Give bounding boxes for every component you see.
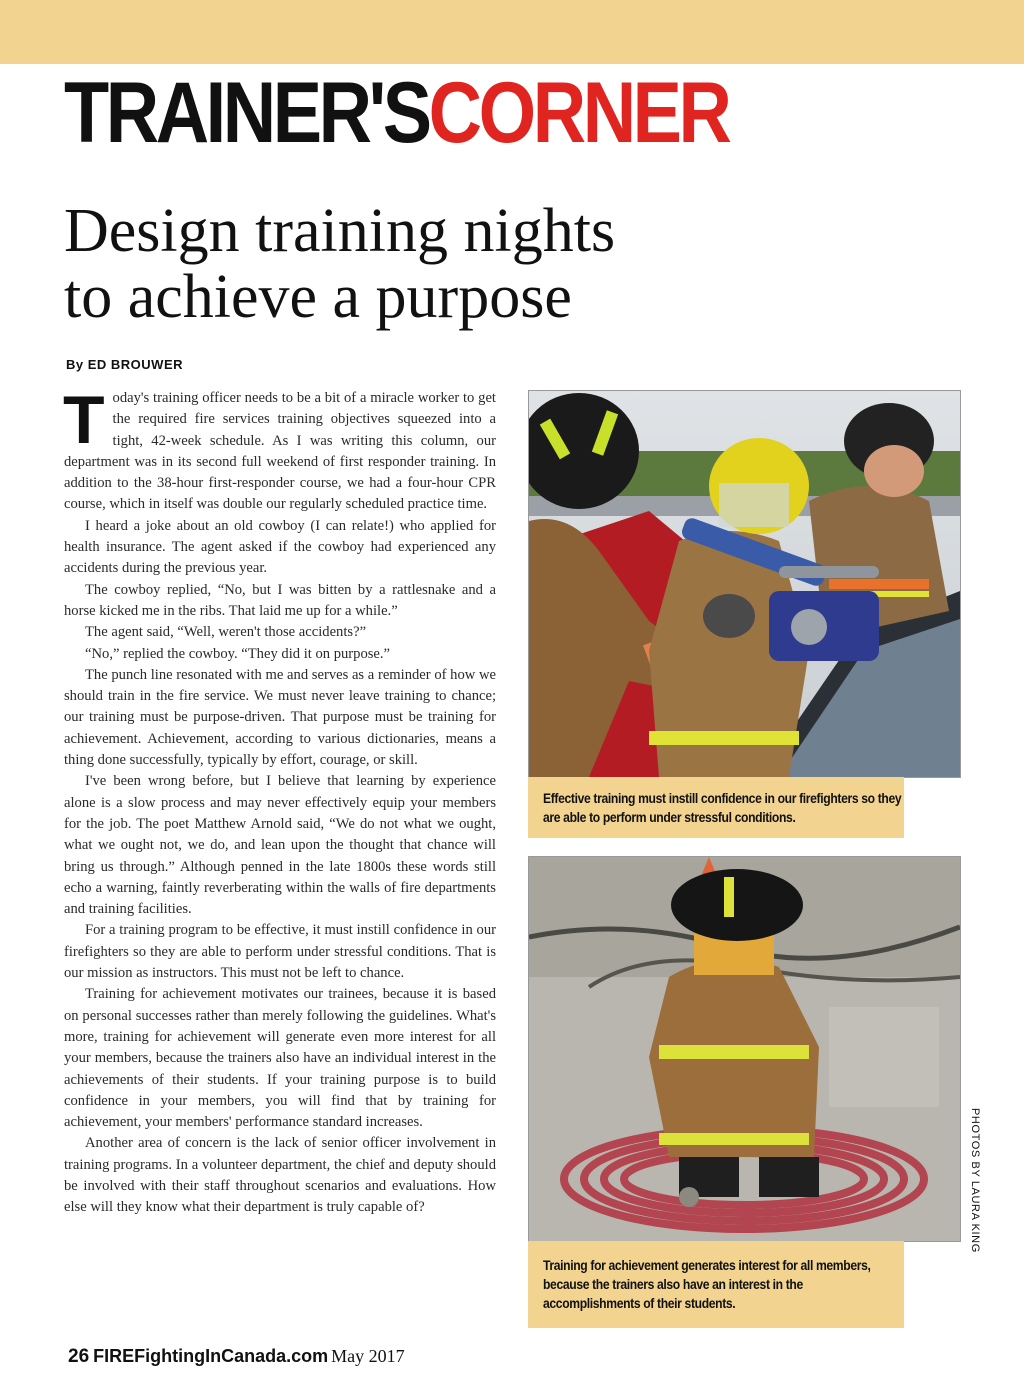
body-paragraph: The agent said, “Well, weren't those accidents?”: [85, 624, 367, 641]
photo-extrication-training: [528, 390, 961, 778]
body-paragraph: Today's training officer needs to be a bit of a miracle worker to get the required fire services training objectives squeezed into a tight, 42-week schedule. As I was writing this column, our department was in its second full weekend of first responder training. In addition to the 38-hour first-responder course, we had a four-hour CPR course, which in itself was double our regularly scheduled practice time.: [63, 382, 496, 513]
photo-credit: PHOTOS BY LAURA KING: [969, 1108, 981, 1253]
site-name: FIREFightingInCanada.com: [93, 1346, 329, 1366]
byline: By ED BROUWER: [66, 357, 184, 372]
body-paragraph: I heard a joke about an old cowboy (I can relate!) who applied for health insurance. The agent asked if the cowboy had experienced any accidents during the previous year.: [64, 517, 496, 577]
section-title-dark: TRAINER'S: [64, 65, 429, 161]
article-body: [63, 382, 496, 1219]
body-paragraph: “No,” replied the cowboy. “They did it on purpose.”: [85, 645, 391, 662]
body-paragraph: Another area of concern is the lack of senior officer involvement in training programs. In a volunteer department, the chief and deputy should be involved with their staff throughout scenarios and evaluations. How else will they know what their department is truly capable of?: [64, 1135, 496, 1216]
article-headline: [64, 198, 764, 330]
top-color-band: [0, 0, 1024, 64]
drop-cap: T: [63, 382, 105, 458]
page-number: 26: [68, 1346, 90, 1367]
headline-line-1: Design training nights: [64, 197, 616, 265]
section-title-red: CORNER: [428, 65, 729, 161]
page-footer: [68, 1346, 405, 1368]
body-paragraph: The punch line resonated with me and serves as a reminder of how we should train in the fire service. We must never leave training to chance; our training must be purpose-driven. That purpose must be training for achievement. Achievement, according to various dictionaries, means a thing done successfully, typically by effort, courage, or skill.: [64, 666, 496, 769]
headline-line-2: to achieve a purpose: [64, 263, 572, 331]
issue-date: May 2017: [331, 1346, 405, 1366]
section-title: [64, 65, 729, 161]
body-paragraph: I've been wrong before, but I believe that learning by experience alone is a slow process and may never effectively equip your members for the job. The poet Matthew Arnold said, “We do not what we ought, what we ought not, we do, and lean upon the thought that chance will bring us through.” Although penned in the late 1800s these words still echo a warning, faintly reverberating within the walls of fire departments and training facilities.: [64, 773, 496, 918]
photo-hose-training: [528, 856, 961, 1242]
body-paragraph: The cowboy replied, “No, but I was bitten by a rattlesnake and a horse kicked me in the ribs. That laid me up for a while.”: [64, 581, 496, 619]
photo-caption-2: Training for achievement generates interest for all members, because the trainers also have an interest in the accomplishments of their students.: [528, 1241, 904, 1328]
body-paragraph: Training for achievement motivates our trainees, because it is based on personal successes rather than merely following the guidelines. What's more, training for achievement will generate even more interest for all your members, because the trainers also have an individual interest in the achievements of their students. If your training purpose is to build confidence in your members, you will find that by training for achievement, your members' performance standard increases.: [64, 986, 496, 1131]
photo-caption-1: Effective training must instill confidence in our firefighters so they are able to perform under stressful conditions.: [528, 777, 904, 838]
body-paragraph: For a training program to be effective, it must instill confidence in our firefighters so they are able to perform under stressful conditions. That is our mission as instructors. This must not be left to chance.: [64, 922, 496, 982]
